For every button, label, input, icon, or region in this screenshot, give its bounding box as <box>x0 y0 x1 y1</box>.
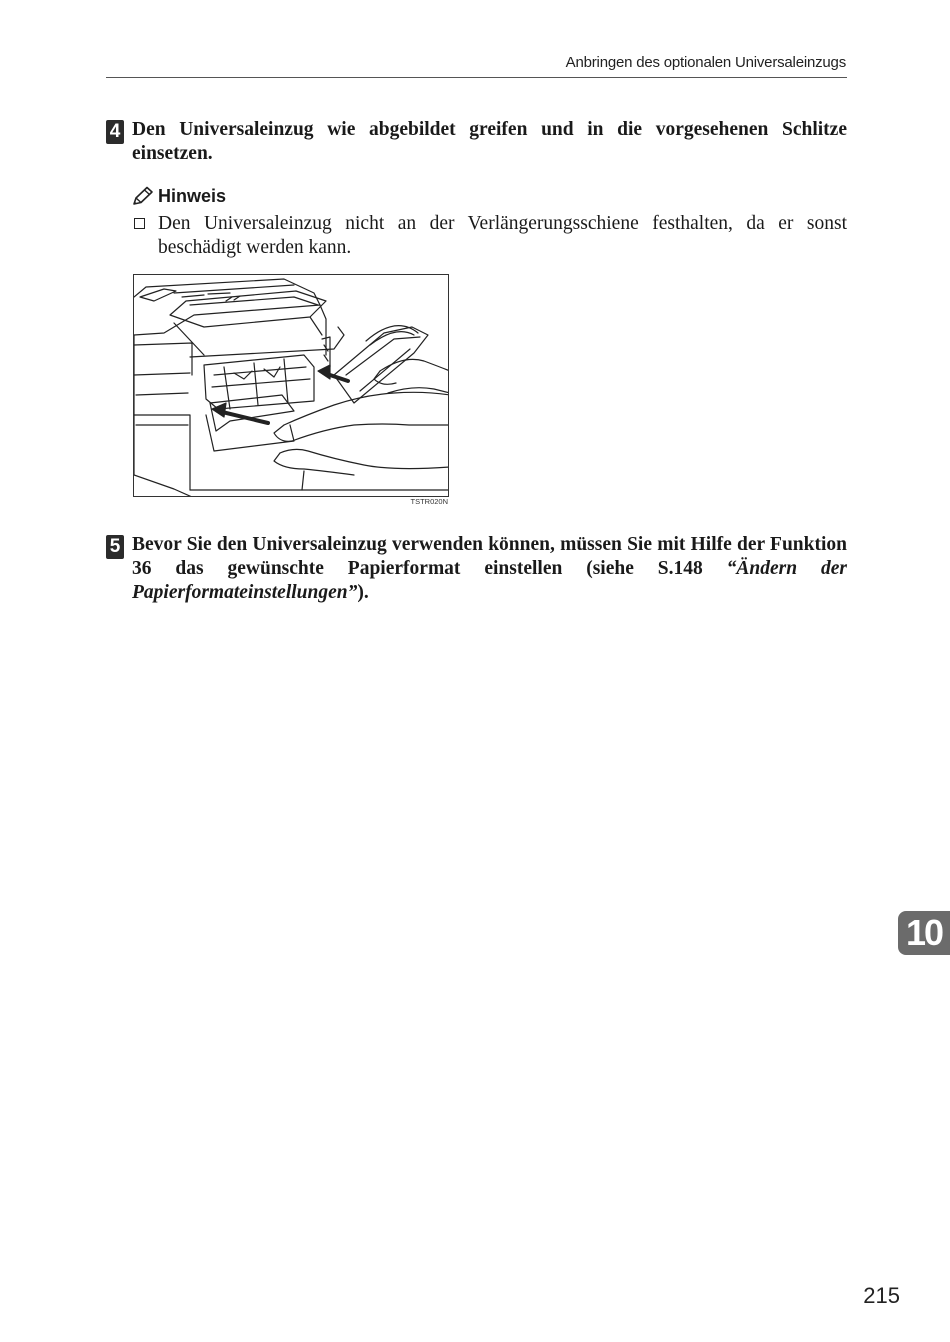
note-item <box>132 212 847 260</box>
chapter-tab: 10 <box>898 911 950 955</box>
running-header: Anbringen des optionalen Universaleinzugs <box>565 54 846 71</box>
figure-code: TSTR020N <box>410 497 448 506</box>
step-text-part: Bevor Sie den Universaleinzug verwenden können, müssen Sie mit Hilfe der Funktion 36 das gewünschte Papierformat einstellen (siehe S.148 <box>132 534 847 579</box>
note-box <box>132 184 847 260</box>
page-number: 215 <box>863 1283 900 1308</box>
illustration-figure <box>133 274 449 497</box>
header-divider <box>106 77 847 78</box>
checkbox-bullet-icon <box>134 218 145 229</box>
step-4 <box>106 118 847 166</box>
pencil-icon <box>132 186 154 206</box>
note-heading-label: Hinweis <box>158 185 227 206</box>
cross-reference-link[interactable]: “Ändern der Papierformateinstellungen” <box>132 558 847 603</box>
step-number-badge: 5 <box>106 535 124 559</box>
note-heading <box>132 184 847 208</box>
machine-illustration <box>134 275 449 497</box>
step-text-part: ). <box>357 582 369 603</box>
note-item-text: Den Universaleinzug nicht an der Verlängerungsschiene festhalten, da er sonst beschädigt werden kann. <box>158 213 847 258</box>
step-instruction: Den Universaleinzug wie abgebildet greifen und in die vorgesehenen Schlitze einsetzen. <box>132 119 847 164</box>
step-number-badge: 4 <box>106 120 124 144</box>
step-5 <box>106 533 847 605</box>
step-instruction <box>132 533 847 605</box>
